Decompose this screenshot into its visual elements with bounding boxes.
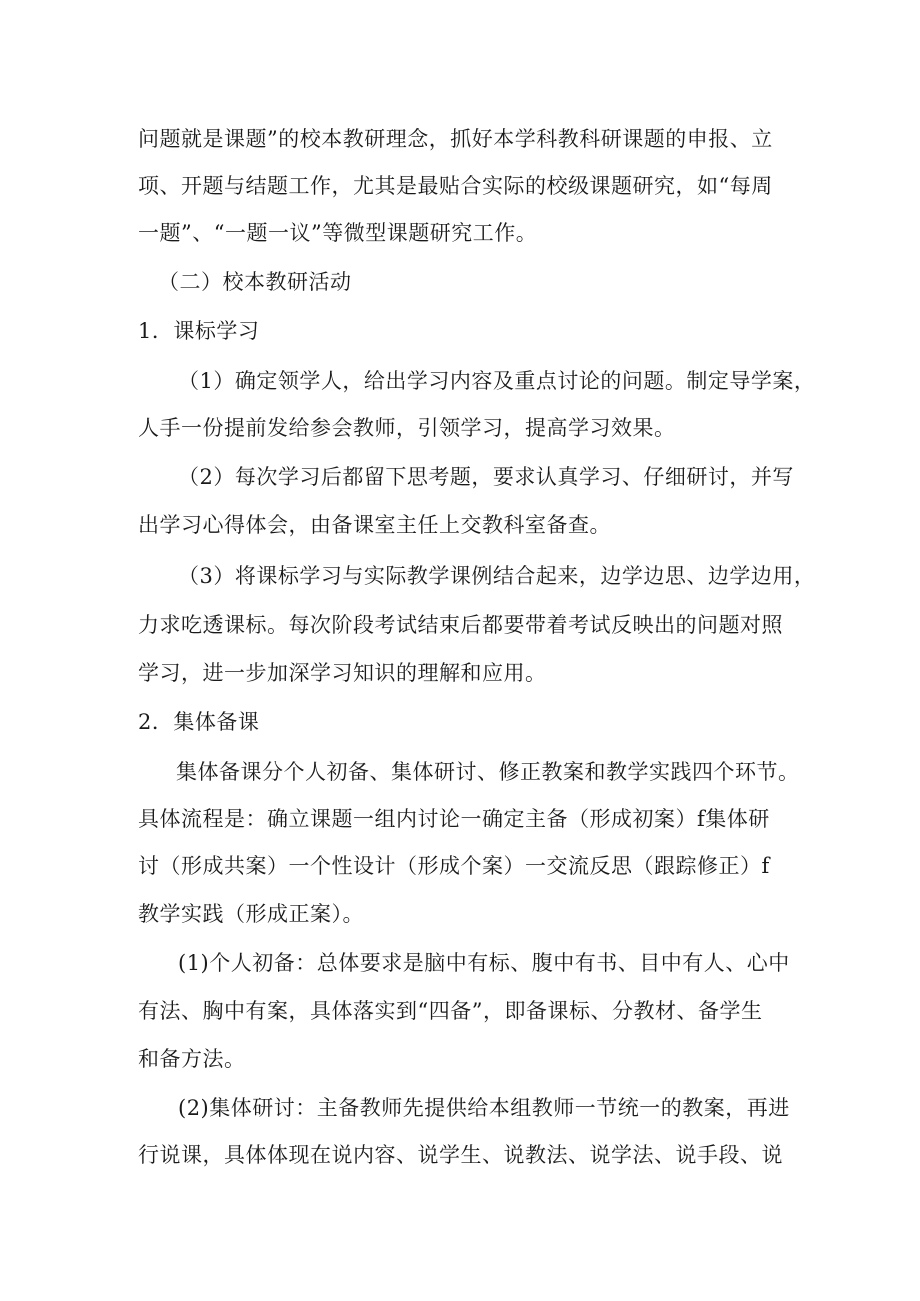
paragraph-line: 有法、胸中有案，具体落实到“四备”，即备课标、分教材、备学生 <box>138 999 763 1023</box>
paragraph-line: 人手一份提前发给参会教师，引领学习，提高学习效果。 <box>138 416 676 440</box>
paragraph-line: 出学习心得体会，由备课室主任上交教科室备查。 <box>138 513 611 537</box>
paragraph-line: 力求吃透课标。每次阶段考试结束后都要带着考试反映出的问题对照 <box>138 613 783 637</box>
paragraph-line: (1)个人初备：总体要求是脑中有标、腹中有书、目中有人、心中 <box>178 951 790 975</box>
paragraph-line: 项、开题与结题工作，尤其是最贴合实际的校级课题研究，如“每周 <box>138 174 773 198</box>
paragraph-line: 一题”、“一题一议”等微型课题研究工作。 <box>138 221 538 245</box>
paragraph-line: 讨（形成共案）一个性设计（形成个案）一交流反思（跟踪修正）f <box>138 854 770 878</box>
paragraph-line: （2）每次学习后都留下思考题，要求认真学习、仔细研讨，并写 <box>178 465 794 489</box>
paragraph-line: 和备方法。 <box>138 1047 246 1071</box>
paragraph-line: 具体流程是：确立课题一组内讨论一确定主备（形成初案）f集体研 <box>138 807 770 831</box>
paragraph-line: 行说课，具体体现在说内容、说学生、说教法、说学法、说手段、说 <box>138 1143 783 1167</box>
paragraph-line: （1）确定领学人，给出学习内容及重点讨论的问题。制定导学案， <box>178 369 816 393</box>
section-heading: （二）校本教研活动 <box>158 270 352 294</box>
subsection-heading: 2．集体备课 <box>138 710 260 734</box>
paragraph-line: （3）将课标学习与实际教学课例结合起来，边学边思、边学边用， <box>178 564 816 588</box>
paragraph-line: 学习，进一步加深学习知识的理解和应用。 <box>138 661 547 685</box>
paragraph-line: (2)集体研讨：主备教师先提供给本组教师一节统一的教案，再进 <box>178 1096 790 1120</box>
subsection-heading: 1．课标学习 <box>138 319 260 343</box>
paragraph-line: 问题就是课题”的校本教研理念，抓好本学科教科研课题的申报、立 <box>138 127 773 151</box>
paragraph-line: 教学实践（形成正案）。 <box>138 902 364 926</box>
paragraph-line: 集体备课分个人初备、集体研讨、修正教案和教学实践四个环节。 <box>176 760 800 784</box>
